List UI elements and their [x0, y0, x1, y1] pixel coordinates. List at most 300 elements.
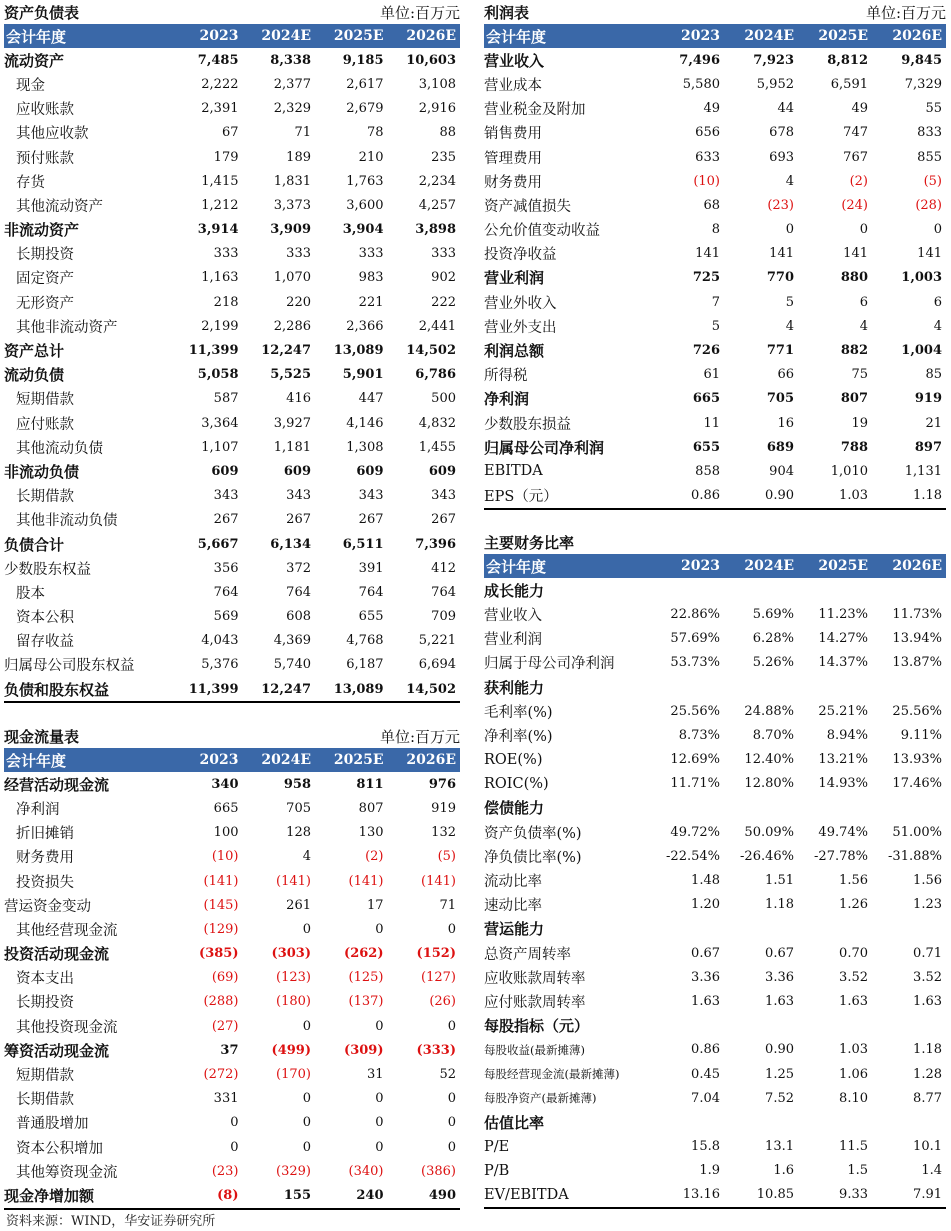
row-label: 现金	[16, 77, 45, 94]
cell-value: 50.09%	[744, 824, 794, 840]
row-label: 筹资活动现金流	[4, 1041, 110, 1060]
cell-value: 5,376	[201, 657, 239, 673]
cell-value: 55	[925, 101, 942, 117]
cell-value: 24.88%	[744, 703, 794, 719]
cell-value: 25.56%	[670, 703, 720, 719]
cell-value: 919	[431, 800, 456, 816]
cell-value: 6	[859, 294, 868, 310]
cell-value: 1,455	[418, 439, 456, 455]
cell-value: 1,131	[904, 463, 942, 479]
row-label: 负债和股东权益	[4, 677, 170, 702]
cell-value: 221	[358, 294, 384, 310]
cell-value: (8)	[170, 1183, 243, 1208]
table-row	[484, 169, 946, 193]
row-label: 应付账款周转率	[484, 994, 586, 1011]
cell-value: 1.26	[839, 897, 868, 913]
table-header-row	[484, 554, 946, 578]
cell-value: (385)	[199, 946, 239, 962]
row-label: 少数股东权益	[4, 561, 91, 578]
cell-value: 0	[302, 1091, 311, 1107]
cell-value: 0	[447, 921, 456, 937]
cell-value: 4	[785, 173, 794, 189]
table-row	[4, 677, 460, 702]
cell-value: 2,916	[418, 101, 456, 117]
cell-value: 141	[695, 246, 720, 262]
cell-value: 100	[213, 825, 239, 841]
row-label: 营业利润	[484, 269, 545, 288]
cell-value: 705	[286, 800, 311, 816]
cell-value: 3,364	[201, 415, 239, 431]
cell-value: 633	[695, 149, 720, 165]
cell-value: 11,399	[188, 343, 239, 359]
cell-value: 13.16	[650, 1183, 724, 1208]
table-row	[484, 1159, 946, 1183]
cell-value: 66	[777, 367, 794, 383]
table-row	[484, 651, 946, 675]
cell-value: 0	[447, 1139, 456, 1155]
header-label: 会计年度	[6, 751, 67, 770]
table-row	[4, 1087, 460, 1111]
cell-value: 31	[366, 1067, 384, 1083]
row-label: 营业利润	[484, 632, 542, 649]
table-row	[484, 435, 946, 459]
cell-value: 490	[388, 1183, 461, 1208]
cell-value: 37	[220, 1042, 239, 1058]
header-year: 2025E	[818, 558, 868, 575]
cell-value: 391	[358, 560, 384, 576]
cell-value: 1.56	[839, 873, 868, 889]
table-row	[484, 1110, 946, 1134]
cell-value: (5)	[437, 849, 456, 865]
cell-value: 128	[286, 825, 311, 841]
cell-value: 78	[366, 125, 384, 141]
header-year: 2025E	[333, 28, 384, 45]
header-year: 2024E	[744, 28, 794, 45]
row-label: 负债合计	[4, 535, 65, 554]
cell-value: 7,396	[415, 536, 456, 552]
cell-value: 0.90	[724, 484, 798, 509]
cell-value: 2,679	[346, 101, 384, 117]
cell-value: 85	[925, 367, 942, 383]
cell-value: 12,247	[243, 677, 316, 702]
cell-value: 261	[286, 897, 311, 913]
table-row	[484, 893, 946, 917]
cell-value: (152)	[416, 946, 456, 962]
cell-value: 958	[283, 776, 311, 792]
table-row	[484, 1038, 946, 1062]
cell-value: 705	[766, 391, 794, 407]
cell-value: 569	[213, 609, 239, 625]
cell-value: 0.67	[691, 945, 720, 961]
cell-value: 14.27%	[818, 631, 868, 647]
cell-value: 0	[230, 1139, 239, 1155]
cell-value: 3,909	[270, 222, 311, 238]
header-year: 2026E	[892, 558, 942, 575]
cell-value: 0.45	[691, 1066, 720, 1082]
cell-value	[872, 796, 946, 820]
row-label: EPS（元）	[484, 484, 650, 509]
cell-value: 218	[213, 294, 239, 310]
table-row	[484, 145, 946, 169]
cell-value: -26.46%	[740, 848, 794, 864]
cell-value: 1,004	[901, 343, 942, 359]
row-label: 固定资产	[16, 271, 74, 288]
table-row	[4, 1038, 460, 1062]
cell-value: 2,441	[418, 318, 456, 334]
table-row	[4, 580, 460, 604]
cell-value: 52	[439, 1067, 456, 1083]
cell-value: 7,329	[904, 76, 942, 92]
cell-value: 3.36	[691, 969, 720, 985]
row-label: 少数股东损益	[484, 416, 571, 433]
row-label: 经营活动现金流	[4, 775, 110, 794]
cell-value: 6,591	[830, 76, 868, 92]
cell-value: 21	[925, 415, 942, 431]
cell-value: 0	[302, 921, 311, 937]
row-label: 成长能力	[484, 581, 545, 600]
cell-value: (141)	[276, 873, 311, 889]
cell-value: 333	[213, 246, 239, 262]
row-label: 资产负债率(%)	[484, 825, 582, 842]
income-statement-title-bar	[484, 0, 946, 24]
cell-value: 68	[703, 197, 720, 213]
cell-value: 235	[431, 149, 456, 165]
cell-value: 25.56%	[892, 703, 942, 719]
cell-value: 0.86	[650, 484, 724, 509]
cell-value: 10.85	[724, 1183, 798, 1208]
cell-value: 9.33	[798, 1183, 872, 1208]
cell-value: 9,845	[901, 52, 942, 68]
table-row	[484, 627, 946, 651]
cell-value: 13.1	[765, 1139, 794, 1155]
cell-value: 5,952	[756, 76, 794, 92]
row-label: 净利润	[16, 801, 60, 818]
cell-value: 8.77	[913, 1090, 942, 1106]
cell-value: (272)	[203, 1067, 239, 1083]
cell-value: 12.40%	[744, 752, 794, 768]
cell-value: 8,812	[827, 52, 868, 68]
row-label: 短期借款	[16, 1068, 74, 1085]
table-row	[4, 1183, 460, 1208]
cell-value: 447	[358, 391, 384, 407]
cell-value: 7.91	[872, 1183, 946, 1208]
cell-value: 49.74%	[818, 824, 868, 840]
table-row	[484, 1183, 946, 1208]
cell-value: 656	[695, 125, 720, 141]
cell-value: 0	[785, 222, 794, 238]
cell-value: 655	[358, 609, 384, 625]
cell-value: 333	[358, 246, 384, 262]
row-label: 资本公积	[16, 610, 74, 627]
row-label: 利润总额	[484, 342, 545, 361]
table-row	[484, 602, 946, 626]
cell-value: 8.10	[839, 1090, 868, 1106]
table-row	[484, 121, 946, 145]
cell-value: 4,369	[273, 633, 311, 649]
row-label: 净利润	[484, 390, 530, 409]
cell-value: (141)	[348, 873, 384, 889]
cell-value: 6,134	[270, 536, 311, 552]
cell-value: 412	[431, 560, 456, 576]
cell-value: 8,338	[270, 52, 311, 68]
cell-value: 4,832	[418, 415, 456, 431]
cell-value: 6,511	[342, 536, 384, 552]
cell-value: 1.56	[913, 873, 942, 889]
row-label: 每股指标（元）	[484, 1017, 590, 1036]
balance-sheet-table	[4, 24, 460, 703]
cell-value: 1.63	[765, 993, 794, 1009]
cell-value: 0	[447, 1115, 456, 1131]
cell-value: (170)	[276, 1067, 311, 1083]
cell-value: 5.26%	[752, 655, 794, 671]
cell-value: 0	[302, 1115, 311, 1131]
table-row	[4, 1014, 460, 1038]
cell-value: 141	[769, 246, 794, 262]
cell-value: 764	[213, 584, 239, 600]
cell-value: 1.9	[699, 1163, 720, 1179]
cell-value	[872, 675, 946, 699]
row-label: 预付账款	[16, 150, 74, 167]
cell-value: (499)	[271, 1042, 311, 1058]
table-row	[4, 796, 460, 820]
cell-value: 747	[843, 125, 868, 141]
cell-value: 17.46%	[892, 776, 942, 792]
cell-value: 1,003	[901, 270, 942, 286]
cell-value: 1.20	[691, 897, 720, 913]
table-row	[4, 966, 460, 990]
cell-value: 2,377	[273, 76, 311, 92]
header-label: 会计年度	[486, 27, 547, 46]
cell-value: 141	[843, 246, 868, 262]
cell-value	[872, 578, 946, 602]
table-row	[484, 1135, 946, 1159]
row-label: 长期借款	[16, 1092, 74, 1109]
table-header-row	[4, 24, 460, 48]
header-year: 2024E	[261, 28, 311, 45]
row-label: 应收账款周转率	[484, 970, 586, 987]
cell-value: 788	[840, 439, 868, 455]
row-label: 投资净收益	[484, 247, 557, 264]
row-label: 应收账款	[16, 102, 74, 119]
cell-value: 0	[302, 1018, 311, 1034]
cell-value: 189	[286, 149, 311, 165]
row-label: 留存收益	[16, 634, 74, 651]
row-label: 无形资产	[16, 295, 74, 312]
cell-value: 51.00%	[892, 824, 942, 840]
cell-value: 5	[711, 318, 720, 334]
cell-value: 0.71	[913, 945, 942, 961]
source-note: 资料来源：WIND，华安证券研究所	[6, 1214, 216, 1229]
cell-value: 7.52	[765, 1090, 794, 1106]
cell-value: 4	[933, 318, 942, 334]
header-year: 2023	[199, 752, 239, 769]
balance-sheet-panel	[4, 0, 460, 703]
cell-value: 11.23%	[818, 606, 868, 622]
cell-value: (123)	[276, 970, 311, 986]
row-label: 归属母公司净利润	[484, 438, 605, 457]
cell-value: 49	[703, 101, 720, 117]
cell-value: 331	[213, 1091, 239, 1107]
cell-value: 71	[294, 125, 311, 141]
cell-value: 3.52	[913, 969, 942, 985]
table-header-row	[484, 24, 946, 48]
cell-value: 1,163	[201, 270, 239, 286]
cell-value: 897	[914, 439, 942, 455]
row-label: 短期借款	[16, 392, 74, 409]
cell-value: 1.18	[872, 484, 946, 509]
cell-value: 222	[431, 294, 456, 310]
table-row	[484, 290, 946, 314]
cell-value	[724, 796, 798, 820]
cell-value: 340	[211, 776, 239, 792]
row-label: 营业外支出	[484, 319, 557, 336]
cell-value: 17	[366, 897, 384, 913]
row-label: ROIC(%)	[484, 775, 549, 792]
cash-flow-title: 现金流量表	[4, 727, 80, 746]
cell-value: 1.63	[839, 993, 868, 1009]
income-statement-table	[484, 24, 946, 510]
cell-value: 902	[431, 270, 456, 286]
cell-value: -27.78%	[814, 848, 868, 864]
cash-flow-unit: 单位:百万元	[379, 727, 460, 746]
table-header-row	[4, 748, 460, 772]
cell-value: 3,898	[415, 222, 456, 238]
table-row	[4, 845, 460, 869]
cell-value: 3,904	[342, 222, 384, 238]
row-label: 折旧摊销	[16, 826, 74, 843]
table-row	[484, 868, 946, 892]
cell-value: 1.4	[921, 1163, 942, 1179]
cell-value: 75	[851, 367, 868, 383]
row-label: 股本	[16, 585, 45, 602]
row-label: 偿债能力	[484, 799, 545, 818]
cell-value: (303)	[271, 946, 311, 962]
row-label: 财务费用	[484, 174, 542, 191]
cell-value: 5,525	[270, 367, 311, 383]
row-label: 长期投资	[16, 247, 74, 264]
cell-value: 343	[358, 488, 384, 504]
table-row	[484, 989, 946, 1013]
key-ratios-title-bar	[484, 530, 946, 554]
cell-value: 11,399	[170, 677, 243, 702]
table-row	[484, 796, 946, 820]
cell-value: 1.6	[773, 1163, 794, 1179]
cell-value: 0	[375, 1091, 384, 1107]
header-label: 会计年度	[486, 557, 547, 576]
cell-value	[798, 675, 872, 699]
key-ratios-title: 主要财务比率	[484, 533, 575, 552]
cell-value	[650, 796, 724, 820]
row-label: 资产总计	[4, 342, 65, 361]
income-statement-title: 利润表	[484, 3, 530, 22]
cell-value: (28)	[915, 197, 942, 213]
cell-value: 983	[358, 270, 384, 286]
cell-value: 61	[703, 367, 720, 383]
cell-value: 2,617	[346, 76, 384, 92]
cell-value: 0	[302, 1139, 311, 1155]
cell-value: 858	[695, 463, 720, 479]
row-label: 总资产周转率	[484, 946, 571, 963]
cell-value: (340)	[348, 1163, 384, 1179]
cell-value: (262)	[344, 946, 384, 962]
cell-value: (2)	[849, 173, 868, 189]
header-year: 2023	[199, 28, 239, 45]
cell-value: 4	[785, 318, 794, 334]
cell-value: (2)	[365, 849, 384, 865]
cell-value: 1.63	[913, 993, 942, 1009]
key-ratios-table	[484, 554, 946, 1209]
cell-value: (288)	[203, 994, 239, 1010]
cell-value: 1.28	[913, 1066, 942, 1082]
cell-value	[872, 1014, 946, 1038]
cell-value: 10.1	[913, 1139, 942, 1155]
cell-value: 49	[851, 101, 868, 117]
cell-value: 5,740	[273, 657, 311, 673]
cell-value: 11.71%	[670, 776, 720, 792]
cell-value: 1.06	[839, 1066, 868, 1082]
table-row	[484, 748, 946, 772]
cell-value: 333	[286, 246, 311, 262]
header-year: 2026E	[892, 28, 942, 45]
row-label: EV/EBITDA	[484, 1183, 650, 1208]
cell-value: 11	[703, 415, 720, 431]
cell-value: 689	[766, 439, 794, 455]
row-label: 流动负债	[4, 366, 65, 385]
balance-sheet-title: 资产负债表	[4, 3, 80, 22]
row-label: 销售费用	[484, 126, 542, 143]
table-row	[484, 242, 946, 266]
cell-value: 0.90	[765, 1042, 794, 1058]
table-row	[4, 1159, 460, 1183]
cell-value: (180)	[276, 994, 311, 1010]
table-row	[4, 990, 460, 1014]
cell-value: 343	[431, 488, 456, 504]
cell-value: 3,108	[418, 76, 456, 92]
cell-value: 8.73%	[678, 727, 720, 743]
cell-value: 267	[431, 512, 456, 528]
table-row	[484, 314, 946, 338]
income-statement-unit: 单位:百万元	[865, 3, 946, 22]
cell-value	[724, 1014, 798, 1038]
table-row	[4, 290, 460, 314]
cell-value	[724, 675, 798, 699]
cell-value: 1,415	[201, 173, 239, 189]
cell-value: 709	[431, 609, 456, 625]
cell-value: 1.48	[691, 873, 720, 889]
cell-value	[650, 1014, 724, 1038]
row-label: 营运能力	[484, 920, 545, 939]
table-row	[4, 435, 460, 459]
cell-value: 4,043	[201, 633, 239, 649]
row-label: 每股净资产(最新摊薄)	[484, 1091, 597, 1106]
cell-value: 3,600	[346, 197, 384, 213]
table-row	[4, 266, 460, 290]
cell-value: 764	[431, 584, 456, 600]
cell-value: 11.5	[839, 1139, 868, 1155]
cell-value: (137)	[348, 994, 384, 1010]
cell-value: 0	[375, 1115, 384, 1131]
cell-value: 1.03	[798, 484, 872, 509]
table-row	[4, 387, 460, 411]
cell-value: 12.69%	[670, 752, 720, 768]
cash-flow-title-bar	[4, 724, 460, 748]
row-label: 其他筹资现金流	[16, 1164, 118, 1181]
cell-value: 8.70%	[752, 727, 794, 743]
table-row	[484, 459, 946, 483]
header-year: 2025E	[333, 752, 384, 769]
table-row	[484, 820, 946, 844]
cell-value: 14.93%	[818, 776, 868, 792]
